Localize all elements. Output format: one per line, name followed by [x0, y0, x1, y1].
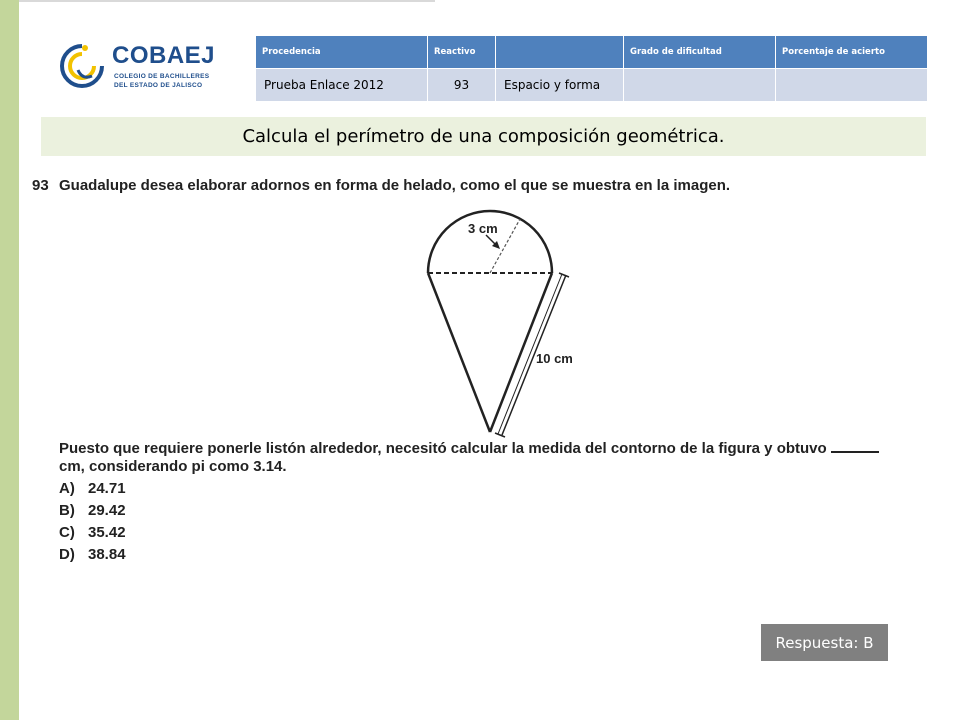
- question-body: [59, 440, 944, 476]
- question-body-part1: Puesto que requiere ponerle listón alrededor, necesitó calcular la medida del contorno de la figura y obtuvo: [59, 440, 827, 457]
- info-table-row: [256, 69, 928, 102]
- logo-subtitle-line1: COLEGIO DE BACHILLERES: [114, 73, 210, 80]
- question-number: 93: [32, 177, 49, 194]
- option-d: [59, 544, 126, 566]
- question-prompt-line: [32, 177, 730, 194]
- answer-blank: [831, 441, 879, 453]
- option-letter: C): [59, 524, 75, 541]
- cell-tema: Espacio y forma: [496, 69, 624, 102]
- measure-tick-top: [559, 273, 569, 277]
- cell-procedencia: Prueba Enlace 2012: [256, 69, 428, 102]
- measure-tick-bottom: [495, 433, 505, 437]
- option-c: [59, 522, 126, 544]
- header-blank: [496, 36, 624, 69]
- option-value: 29.42: [88, 502, 126, 519]
- cobaej-emblem-icon: [58, 40, 106, 92]
- left-accent-bar: [0, 0, 19, 720]
- header-grado-dificultad: Grado de dificultad: [624, 36, 776, 69]
- answer-button[interactable]: [761, 624, 888, 661]
- cone-left-side: [428, 273, 490, 432]
- ice-cream-figure: [420, 195, 600, 440]
- logo-title: COBAEJ: [112, 42, 216, 69]
- cell-porcentaje-acierto: [776, 69, 928, 102]
- topic-banner: [41, 117, 926, 156]
- top-divider: [19, 0, 435, 2]
- question-body-part2: cm, considerando pi como 3.14.: [59, 458, 287, 475]
- header-reactivo: Reactivo: [428, 36, 496, 69]
- banner-title: Calcula el perímetro de una composición geométrica.: [242, 126, 725, 147]
- option-b: [59, 500, 126, 522]
- option-letter: B): [59, 502, 75, 519]
- cobaej-logo: [58, 40, 218, 96]
- option-value: 38.84: [88, 546, 126, 563]
- answer-label: Respuesta: B: [775, 633, 874, 652]
- option-letter: D): [59, 546, 75, 563]
- header-porcentaje-acierto: Porcentaje de acierto: [776, 36, 928, 69]
- option-a: [59, 478, 126, 500]
- side-label: 10 cm: [536, 351, 573, 366]
- logo-subtitle-line2: DEL ESTADO DE JALISCO: [114, 82, 203, 89]
- option-letter: A): [59, 480, 75, 497]
- answer-options: [59, 478, 126, 566]
- info-table: [255, 35, 928, 102]
- cell-reactivo: 93: [428, 69, 496, 102]
- radius-label: 3 cm: [468, 221, 498, 236]
- option-value: 35.42: [88, 524, 126, 541]
- info-table-header-row: [256, 36, 928, 69]
- question-prompt: Guadalupe desea elaborar adornos en forma de helado, como el que se muestra en la imagen.: [59, 177, 731, 194]
- option-value: 24.71: [88, 480, 126, 497]
- cell-grado-dificultad: [624, 69, 776, 102]
- header-procedencia: Procedencia: [256, 36, 428, 69]
